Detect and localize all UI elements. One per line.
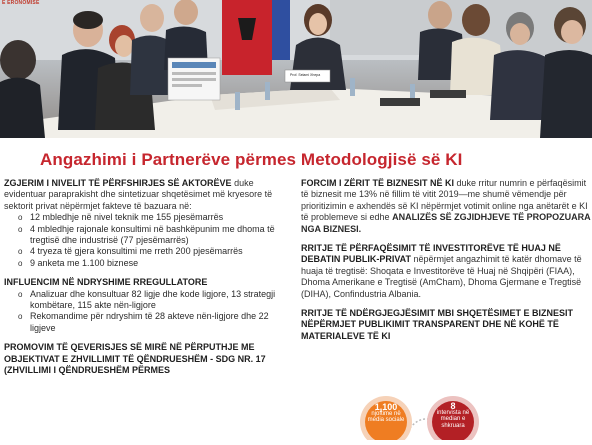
list-item: o 12 mbledhje në nivel teknik me 155 pjesëmarrës xyxy=(4,212,284,223)
list-item: o 9 anketa me 1.100 biznese xyxy=(4,258,284,269)
section-business-voice xyxy=(301,178,591,235)
section-awareness xyxy=(301,308,591,342)
section-emphasis: ANALIZËS SË ZGJIDHJEVE TË PROPOZUARA NGA BIZNESI. xyxy=(301,212,591,234)
list-item: o 4 tryeza të gjera konsultimi me rreth 200 pjesëmarrës xyxy=(4,246,284,257)
stat-number: 8 xyxy=(450,401,456,411)
infographic xyxy=(355,390,505,440)
stat-label: intervista në median e shkruara xyxy=(436,409,470,429)
section-text: duke rritur numrin e përfaqësimit të biznesit me 13% në fillim të vitit 2019—me shumë vëmendje për prioritizimin e axhendës së KI nëpërmjet votimit online nga anëtarët e KI të problemeve si edhe xyxy=(301,178,588,223)
section-text: nëpërmjet angazhimit të katër dhomave të huaja të tregtisë: Shoqata e Investitorëve të Huaj në Shqipëri (FIAA), Dhoma Amerikane e Tregtisë (AmCham), Dhoma Gjermane e Tregtisë (DIHA), Confindustria Albania. xyxy=(301,254,582,299)
photo-banner-text: E ERONOMISE xyxy=(2,0,40,6)
section-title: INFLUENCIM NË NDRYSHIME RREGULLATORE xyxy=(4,277,208,288)
stat-label: njoftime në media sociale xyxy=(367,410,405,423)
meeting-photo xyxy=(0,0,592,138)
left-column xyxy=(4,178,284,385)
section-title: RRITJE TË NDËRGJEGJËSIMIT MBI SHQETËSIMET E BIZNESIT NËPËRMJET PUBLIKIMIT TRANSPARENT DHE NË KOHË TË MATERIALEVE TË KI xyxy=(301,308,574,341)
list-item: o 4 mbledhje rajonale konsultimi në bashkëpunim me dhoma të tregtisë dhe industrisë (77 pjesëmarrës) xyxy=(4,224,284,247)
section-title: FORCIM I ZËRIT TË BIZNESIT NË KI xyxy=(301,178,454,188)
name-sign: Prof. Selami Xhepa xyxy=(290,73,321,77)
list-item: o Analizuar dhe konsultuar 82 ligje dhe kode ligjore, 13 strategji kombëtare, 115 akte nën-ligjore xyxy=(4,289,284,312)
section-regulatory-influence xyxy=(4,277,284,334)
section-title: PROMOVIM TË QEVERISJES SË MIRË NË PËRPUTHJE ME OBJEKTIVAT E ZHVILLIMIT TË QËNDRUESHËM - SDG NR. 17 (ZHVILLIMI I QËNDRUESHËM PËRMES xyxy=(4,342,266,376)
bullet-list xyxy=(4,289,284,335)
section-good-governance xyxy=(4,342,284,376)
section-text: duke evidentuar paraprakisht dhe sintetizuar shqetësimet më kryesore të sektorit privat nëpërmjet fakteve të bazuara në: xyxy=(4,178,273,211)
meeting-photo-illustration xyxy=(0,0,592,138)
interviews-stat xyxy=(434,403,472,429)
section-stakeholder-involvement xyxy=(4,178,284,269)
social-media-stat xyxy=(367,404,405,424)
stat-number: 1,100 xyxy=(374,402,398,412)
section-foreign-investors xyxy=(301,243,591,300)
bullet-list xyxy=(4,212,284,269)
section-title: ZGJERIM I NIVELIT TË PËRFSHIRJES SË AKTORËVE xyxy=(4,178,232,188)
section-title: RRITJE TË PËRFAQËSIMIT TË INVESTITORËVE TË HUAJ NË DEBATIN PUBLIK-PRIVAT xyxy=(301,243,561,265)
section-heading: Angazhimi i Partnerëve përmes Metodologjisë së KI xyxy=(40,150,463,169)
list-item: o Rekomandime për ndryshim të 28 akteve nën-ligjore dhe 22 ligjeve xyxy=(4,311,284,334)
right-column xyxy=(301,178,591,350)
